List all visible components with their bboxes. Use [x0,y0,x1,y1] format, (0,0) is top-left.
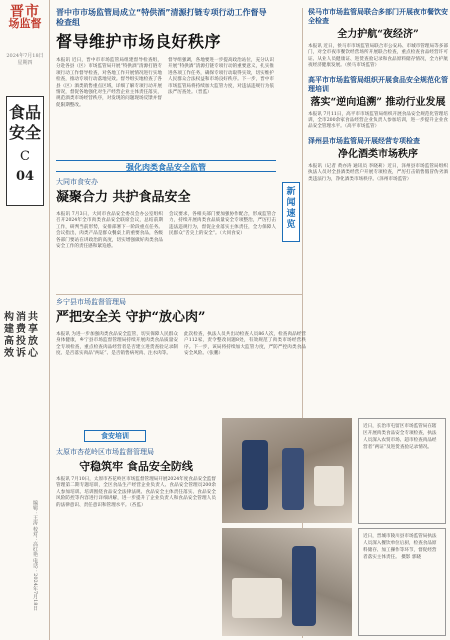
right-article-1-headline: 全力护航“夜经济” [337,29,419,40]
right-article-1-kicker: 侯马市市场监管局联合多部门开展夜市餐饮安全检查 [308,8,448,25]
right-article-3-kicker: 泽州县市场监管局开展经营专项检查 [308,136,420,145]
band-title: 强化肉类食品安全监管 [126,163,206,172]
caption-text-2: 近日，晋城市陵川县市场监管局执法人员深入餐饮单位后厨，检查食品原料储存、加工操作等环节，督促经营者落实主体责任。 摄影 郭晓 [363,534,437,560]
slogan-col-1: 构建高效 [4,312,14,359]
top-article-headline: 督导维护市场良好秩序 [56,32,222,51]
vertical-slogan [4,312,44,432]
top-article-col-1: 本报讯 近日，晋中市市场监管局组建督导检查组，分赴各县（区）市场监管局开展“特供酒”清源打链专项行动工作督导检查，对各地工作开展情况进行实地检查，推动专项行动落地见效。督导组实地检查了各县（区）酒类销售重点区域，详细了解专项行动开展情况，督促各地强化对生产经营企业主体责任落实，规范酒类市场经营秩序，对发现的问题现场反馈并督促限期整改。 [56,58,162,108]
mid-article-headline: 凝聚合力 共护食品安全 [56,190,191,205]
photo-caption-1 [358,418,446,524]
lower-article-body: 本报讯 7月10日，太原市杏花岭区市场监督管理局开展2024年度食品安全监督管理第二期专题培训，全区食品生产经营企业负责人、食品安全管理员200余人参加培训。培训围绕食品安全法律法规、食品安全主体责任落实、食品安全风险防控等内容进行详细讲解，进一步提升了企业负责人和食品安全管理人员的法律意识、责任意识和管理水平。（杏监） [56,477,216,508]
second-article-body [56,332,306,358]
right-article-2-headline: 落实“逆向追溯” 推动行业发展 [310,96,446,108]
inspector-figure [242,440,268,510]
issue-date: 2024年7月18日 星期四 [6,53,44,66]
photo-caption-2 [358,528,446,636]
news-brief-tag: 新闻速览 [282,182,300,242]
mid-article-kicker: 大同市食安办 [56,178,98,186]
mid-article [56,178,276,292]
section-name: 食品安全 [8,103,41,142]
caption-text-1: 近日，长治市屯留区市场监管局在辖区开展肉类食品安全专项检查，执法人员深入农贸市场、超市检查肉品经营者“两证”及进货查验记录情况。 [363,424,437,450]
right-article-3-headline: 净化酒类市场秩序 [338,148,418,160]
top-article-col-2: 督导组强调，各地要进一步提高政治站位，充分认识开展“特供酒”清源打链专项行动的重要意义，扎实推进各项工作任务，确保专项行动取得实效，切实维护人民群众合法权益和市场良好秩序。下一步，晋中市市场监管局将持续加大监管力度，对违法违规行为依法严厉查处。（晋监） [168,58,274,96]
section-number: 04 [15,169,35,184]
inspector-figure [292,546,316,626]
section-box [6,96,44,206]
right-article-1-body: 本报讯 近日，侯马市市场监管局联合市公安局、市城市管理局等多部门，对全市夜市餐饮经营场所开展联合检查，重点检查食品经营许可证、从业人员健康证、进货查验记录和食品原料储存情况，全力护航夜经济健康发展。（侯马市场监管） [308,44,448,69]
training-band [84,430,146,442]
mid-article-body [56,212,276,250]
second-article-headline: 严把安全关 守护“放心肉” [56,310,206,325]
section-band [56,160,276,172]
top-article-kicker: 晋中市市场监管局成立“特供酒”清源打链专项行动工作督导检查组 [56,8,267,27]
second-article [56,298,306,416]
inspector-figure [282,448,304,510]
top-article-body [56,58,274,109]
right-column [308,8,448,358]
second-article-kicker: 乡宁县市场监督管理局 [56,298,126,306]
row-divider [56,294,302,295]
left-rail [0,0,50,640]
inspection-photo-2 [222,528,352,636]
mid-article-col-1: 本报讯 7月3日，大同市食品安全委员会办公室组织召开2024年全市肉类食品安全联席会议，总结前期工作，研判当前形势，安排部署下一阶段重点任务。会议指出，肉类产品是群众餐桌上的重要食品，各级各部门要站在讲政治的高度，切实增强做好肉类食品安全工作的责任感和紧迫感。 [56,212,163,250]
slogan-col-2: 消费投诉 [16,312,26,359]
logo-line2: 场监督 [8,17,42,30]
logo-line1: 晋市 [10,4,40,20]
right-article-1 [308,8,448,70]
inspection-photo-1 [222,418,352,523]
lower-article [56,448,216,634]
right-article-2-body: 本报讯 7月11日，高平市市场监管局组织开展食品安全规范化管理培训，全市200余家食品经营企业负责人参加培训，进一步提升企业食品安全管理水平。（高平市场监管） [308,111,448,130]
right-article-3 [308,137,448,183]
section-letter: C [20,149,30,164]
mid-article-col-2: 会议要求，各相关部门要加强协作配合，形成监管合力，持续开展肉类食品质量安全专项整治，严厉打击违法违规行为，督促企业落实主体责任，全力保障人民群众“舌尖上的安全”。（大同食安） [169,212,276,237]
right-article-3-body: 本报讯（记者 黄亦涛 通讯员 李晓莉）近日，泽州县市场监管局组织执法人员对全县酒类经营户开展专项检查，严厉打击销售假冒伪劣酒类违法行为，净化酒类市场秩序。（泽州市场监管） [308,163,448,182]
lower-article-kicker: 太原市杏花岭区市场监督管理局 [56,448,154,456]
kitchen-counter [232,578,282,618]
masthead-logo [4,6,46,48]
right-article-2 [308,76,448,131]
slogan-col-3: 共享放心 [28,312,38,359]
lower-article-headline: 守稳筑牢 食品安全防线 [79,460,193,473]
second-article-col-1: 本报讯 为进一步加强肉类食品安全监管，切实保障人民群众身体健康，乡宁县市场监督管理局持续开展肉类食品质量安全专项检查，重点检查肉品经营者是否建立进货查验记录制度、是否落实肉品“两证”、是否销售病死肉、注水肉等。 [56,332,178,357]
training-band-title: 食安培训 [101,432,129,440]
second-article-col-2: 此次检查，执法人员共出动检查人员86人次，检查肉品经营户112家，责令整改问题8处，有效规范了肉类市场经营秩序。下一步，该局将持续加大监管力度，严防严控肉类食品安全风险。（张鹏） [184,332,306,357]
right-article-2-kicker: 高平市市场监管局组织开展食品安全规范化管理培训 [308,75,448,93]
footer-credits: 编辑：王涛 校对：高红艳 电话：2024年7月18日 [32,500,38,611]
meat-counter [314,466,344,506]
